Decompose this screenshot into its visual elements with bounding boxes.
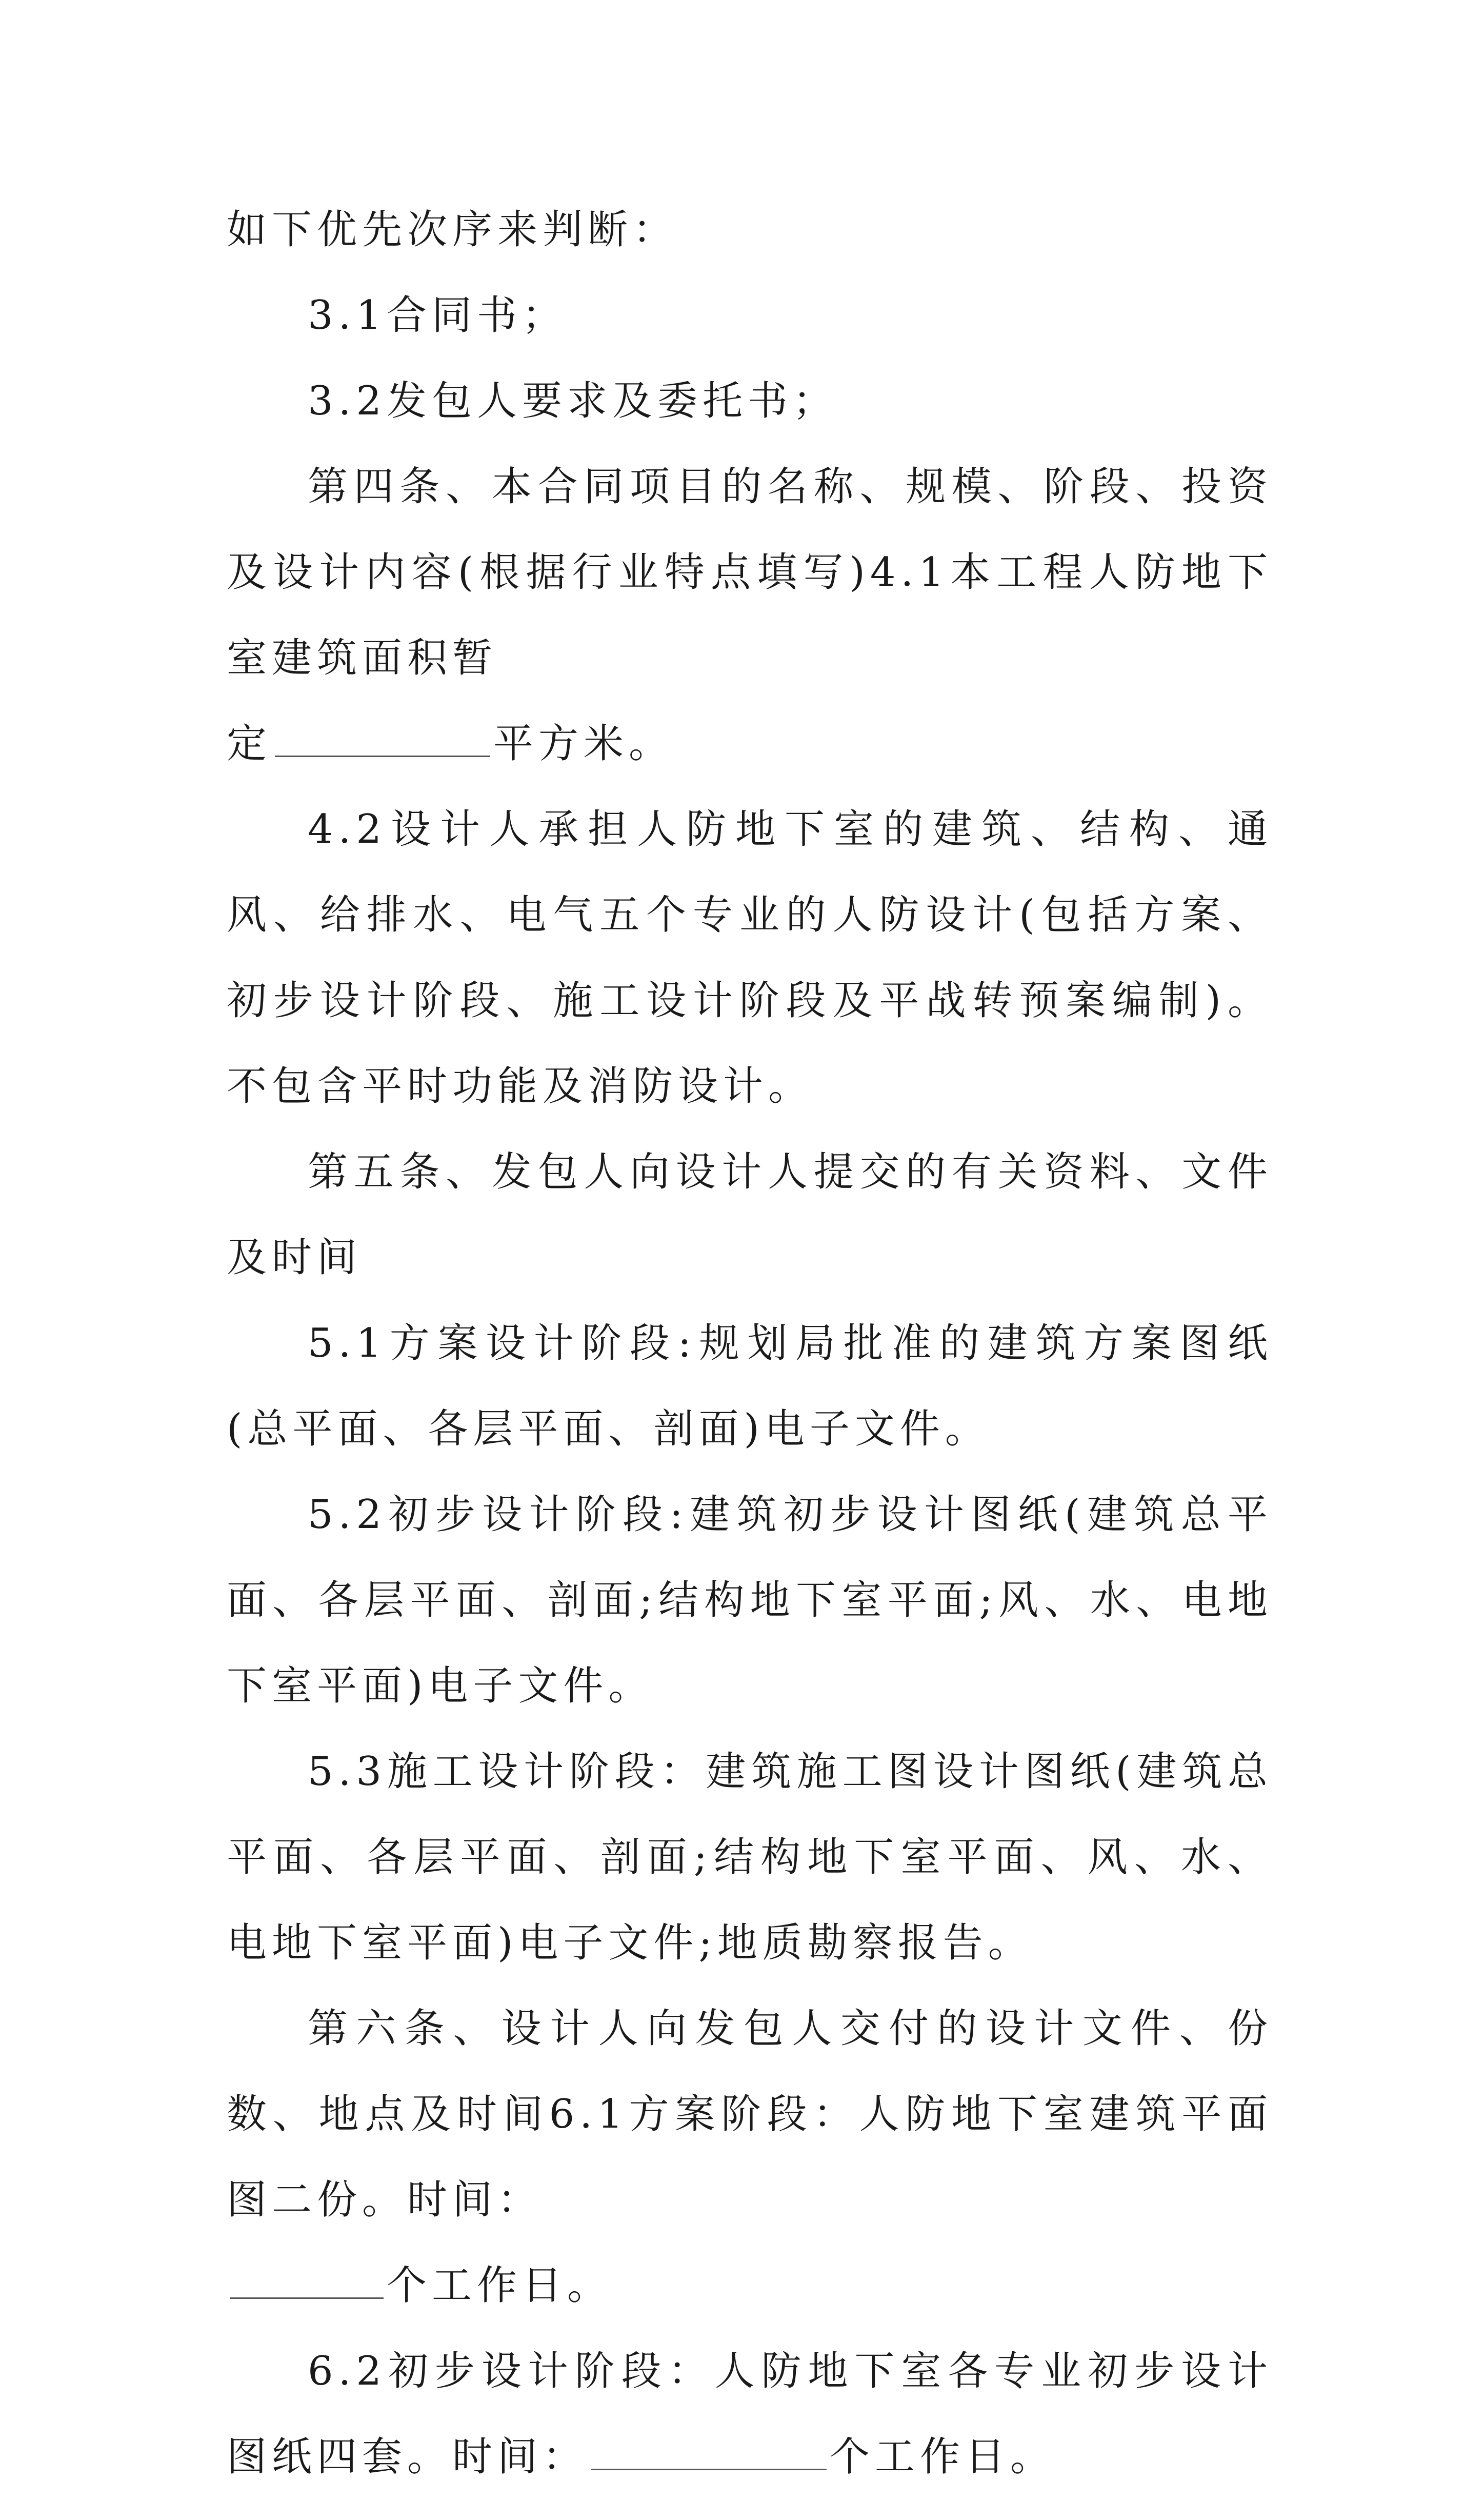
paragraph-text: 个工作日。 [830, 2434, 1056, 2480]
paragraph-clause-6-2 [227, 2329, 1273, 2500]
paragraph-clause-4-2 [227, 787, 1273, 1129]
paragraph-area-line [227, 701, 1273, 787]
paragraph-workday-line [227, 2243, 1273, 2329]
paragraph-text: 3.1合同书； [308, 292, 568, 339]
paragraph-clause-5-3 [227, 1729, 1273, 1986]
paragraph-text: 如下优先次序来判断： [227, 207, 678, 253]
paragraph-text: 个工作日。 [387, 2263, 613, 2309]
paragraph-text: 第四条、本合同项目的名称、规模、阶段、投资及设计内容(根据行业特点填写)4.1本工程人防地下室建筑面积暂 [227, 464, 1273, 681]
paragraph-text: 定 [227, 721, 272, 767]
workday-blank-field[interactable] [230, 2264, 384, 2299]
paragraph-text: 第六条、设计人向发包人交付的设计文件、份数、地点及时间6.1方案阶段：人防地下室建筑平面图二份。时间： [227, 2006, 1273, 2223]
paragraph-text: 第五条、发包人向设计人提交的有关资料、文件及时间 [227, 1149, 1273, 1281]
contract-text-body [227, 187, 1273, 2500]
paragraph-clause-5-1 [227, 1301, 1273, 1472]
paragraph-priority-order [227, 187, 1273, 273]
paragraph-text: 5.1方案设计阶段:规划局批准的建筑方案图纸(总平面、各层平面、剖面)电子文件。 [227, 1320, 1273, 1452]
paragraph-text: 6.2初步设计阶段：人防地下室各专业初步设计图纸四套。时间： [227, 2348, 1273, 2480]
paragraph-clause-3-1 [227, 273, 1273, 359]
area-blank-field[interactable] [275, 722, 490, 757]
paragraph-text: 5.3施工设计阶段：建筑施工图设计图纸(建筑总平面、各层平面、剖面;结构地下室平面、风、水、电地下室平面)电子文件;地质勘察报告。 [227, 1749, 1273, 1966]
paragraph-article-5 [227, 1129, 1273, 1301]
paragraph-text: 5.2初步设计阶段:建筑初步设计图纸(建筑总平面、各层平面、剖面;结构地下室平面;风、水、电地下室平面)电子文件。 [227, 1492, 1273, 1709]
paragraph-article-6 [227, 1986, 1273, 2243]
paragraph-text: 平方米。 [493, 721, 674, 767]
paragraph-text: 3.2发包人要求及委托书； [308, 378, 838, 424]
paragraph-article-4 [227, 444, 1273, 701]
paragraph-clause-5-2 [227, 1472, 1273, 1729]
workday-blank-field[interactable] [591, 2435, 827, 2470]
paragraph-clause-3-2 [227, 359, 1273, 444]
paragraph-text: 4.2设计人承担人防地下室的建筑、结构、通风、给排水、电气五个专业的人防设计(包括方案、初步设计阶段、施工设计阶段及平战转预案编制)。不包含平时功能及消防设计。 [227, 806, 1273, 1109]
